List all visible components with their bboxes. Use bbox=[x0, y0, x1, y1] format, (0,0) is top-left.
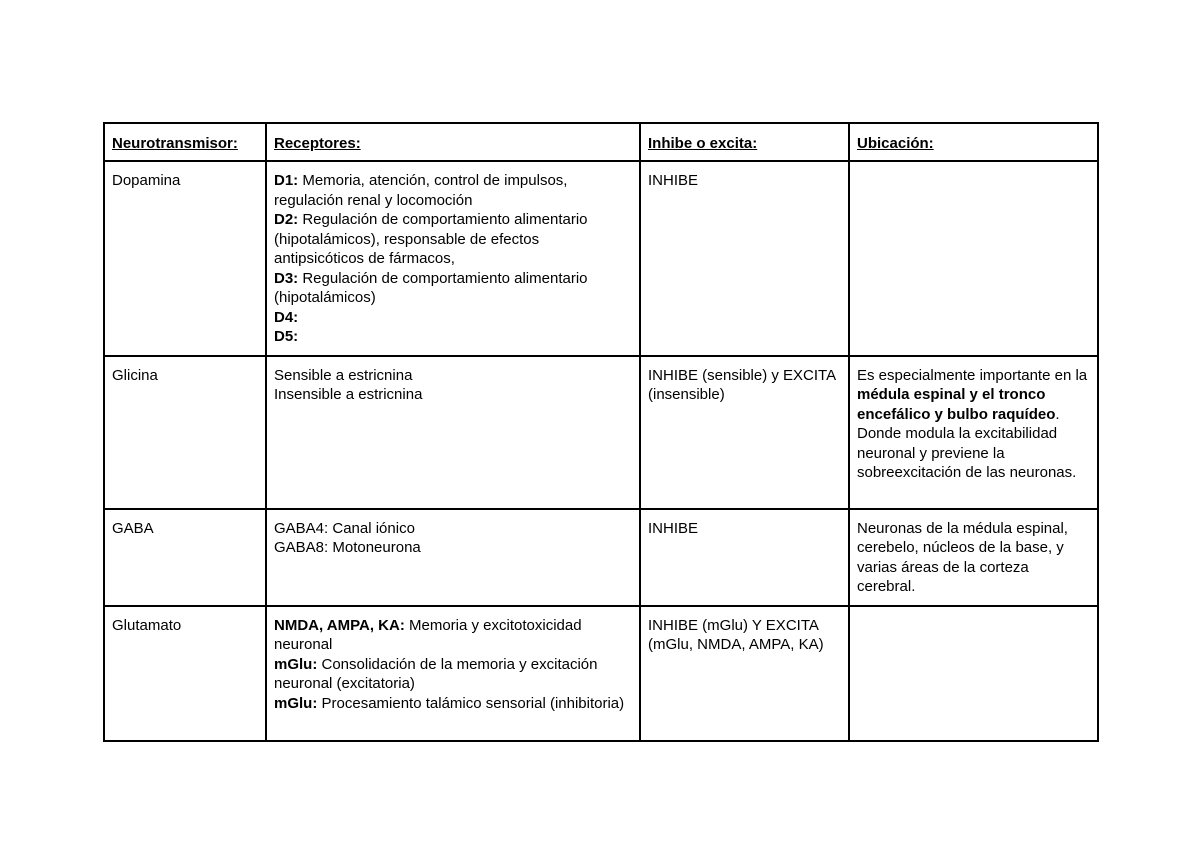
location-cell bbox=[849, 161, 1098, 356]
receptor-entry: D3: Regulación de comportamiento alimentario (hipotalámicos) bbox=[274, 269, 588, 306]
effect-cell: INHIBE bbox=[640, 161, 849, 356]
effect-cell: INHIBE (mGlu) Y EXCITA (mGlu, NMDA, AMPA, KA) bbox=[640, 606, 849, 741]
header-effect: Inhibe o excita: bbox=[640, 123, 849, 161]
table-row bbox=[104, 509, 1098, 606]
receptor-entry: D2: Regulación de comportamiento alimentario (hipotalámicos), responsable de efectos antipsicóticos de fármacos, bbox=[274, 211, 588, 267]
receptor-entry: Sensible a estricnina bbox=[274, 366, 413, 384]
neurotransmitter-cell: Dopamina bbox=[104, 161, 266, 356]
table-row bbox=[104, 161, 1098, 356]
location-cell bbox=[849, 606, 1098, 741]
effect-cell: INHIBE (sensible) y EXCITA (insensible) bbox=[640, 356, 849, 509]
receptors-cell bbox=[266, 356, 640, 509]
receptor-entry: D1: Memoria, atención, control de impulsos, regulación renal y locomoción bbox=[274, 172, 568, 209]
receptor-entry: NMDA, AMPA, KA: Memoria y excitotoxicidad neuronal bbox=[274, 616, 582, 653]
header-row bbox=[104, 123, 1098, 161]
receptor-entry: Insensible a estricnina bbox=[274, 386, 423, 403]
receptors-cell bbox=[266, 606, 640, 741]
neurotransmitter-table bbox=[103, 122, 1099, 742]
location-cell: Neuronas de la médula espinal, cerebelo, núcleos de la base, y varias áreas de la corteza cerebral. bbox=[849, 509, 1098, 606]
table-row bbox=[104, 356, 1098, 509]
receptor-entry: GABA8: Motoneurona bbox=[274, 539, 421, 556]
receptor-entry: mGlu: Consolidación de la memoria y excitación neuronal (excitatoria) bbox=[274, 655, 598, 692]
location-cell: Es especialmente importante en la médula espinal y el tronco encefálico y bulbo raquídeo. Donde modula la excitabilidad neuronal y previene la sobreexcitación de las neuronas. bbox=[849, 356, 1098, 509]
neurotransmitter-cell: GABA bbox=[104, 509, 266, 606]
receptor-entry: D5: bbox=[274, 328, 299, 345]
header-receptors: Receptores: bbox=[266, 123, 640, 161]
receptors-cell bbox=[266, 509, 640, 606]
header-location: Ubicación: bbox=[849, 123, 1098, 161]
table-row bbox=[104, 606, 1098, 741]
header-neurotransmitter: Neurotransmisor: bbox=[104, 123, 266, 161]
receptor-entry: mGlu: Procesamiento talámico sensorial (inhibitoria) bbox=[274, 694, 625, 712]
receptor-entry: D4: bbox=[274, 308, 299, 326]
neurotransmitter-cell: Glicina bbox=[104, 356, 266, 509]
neurotransmitter-cell: Glutamato bbox=[104, 606, 266, 741]
receptors-cell bbox=[266, 161, 640, 356]
effect-cell: INHIBE bbox=[640, 509, 849, 606]
receptor-entry: GABA4: Canal iónico bbox=[274, 519, 415, 537]
